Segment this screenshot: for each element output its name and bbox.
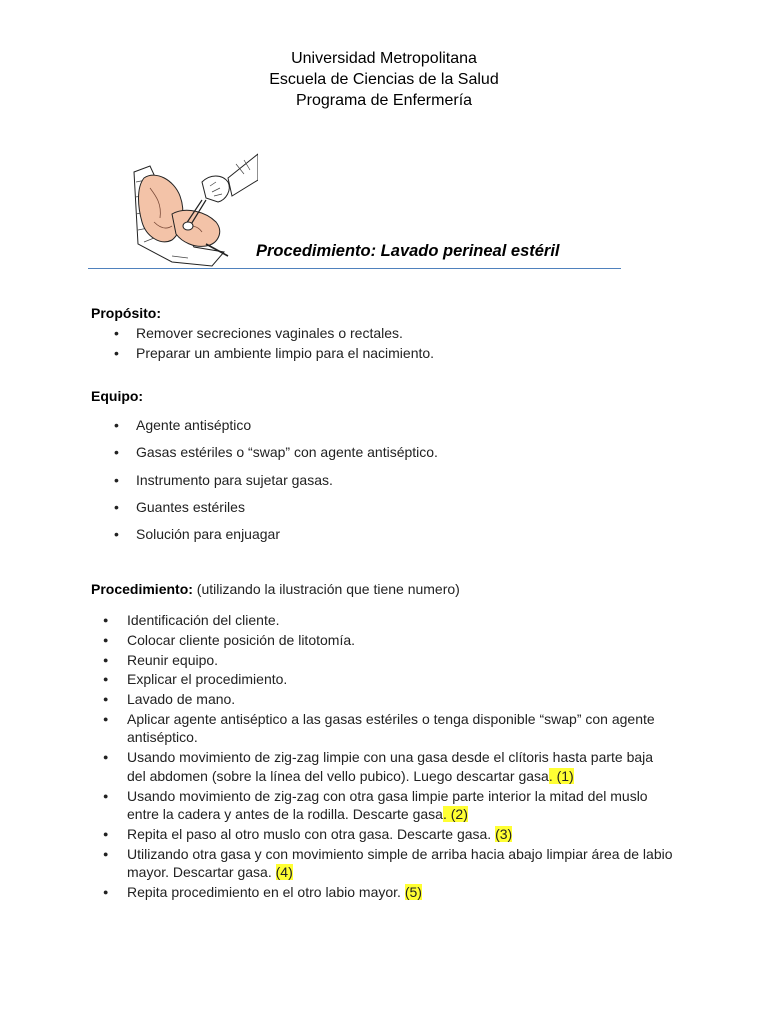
step-text: Colocar cliente posición de litotomía. xyxy=(127,631,356,648)
procedure-steps xyxy=(103,611,673,903)
list-item: • Solución para enjuagar xyxy=(91,524,651,544)
illustration-ref-highlight: (5) xyxy=(404,883,422,900)
purpose-list xyxy=(91,323,651,363)
illustration-ref-highlight: (4) xyxy=(275,864,293,881)
title-divider xyxy=(88,268,621,269)
illustration-ref-highlight: . (1) xyxy=(548,767,574,784)
purpose-heading: Propósito: xyxy=(91,305,161,321)
program-name: Programa de Enfermería xyxy=(295,92,473,109)
step-item xyxy=(103,825,673,844)
step-item xyxy=(103,631,673,650)
equipment-heading: Equipo: xyxy=(91,388,144,404)
step-item xyxy=(103,690,673,709)
step-text: Aplicar agente antiséptico a las gasas estériles o tenga disponible “swap” con agente antiséptico. xyxy=(127,710,655,746)
equipment-list xyxy=(91,415,651,551)
procedure-heading-label: Procedimiento: xyxy=(91,581,193,597)
procedure-heading xyxy=(91,581,460,597)
list-item: • Remover secreciones vaginales o rectales. xyxy=(91,323,651,343)
step-text: Repita procedimiento en el otro labio mayor. xyxy=(127,883,405,900)
step-item xyxy=(103,845,673,882)
illustration-ref-highlight: (3) xyxy=(495,825,513,842)
step-text: Utilizando otra gasa y con movimiento simple de arriba hacia abajo limpiar área de labio mayor. Descartar gasa. xyxy=(127,845,673,881)
list-item: • Gasas estériles o “swap” con agente antiséptico. xyxy=(91,442,651,462)
step-text: Reunir equipo. xyxy=(127,651,219,668)
step-item xyxy=(103,651,673,670)
procedure-heading-note: (utilizando la ilustración que tiene numero) xyxy=(192,581,460,597)
step-item xyxy=(103,611,673,630)
step-text: Repita el paso al otro muslo con otra gasa. Descarte gasa. xyxy=(127,825,496,842)
step-text: Explicar el procedimiento. xyxy=(127,671,288,688)
step-text: Usando movimiento de zig-zag limpie con una gasa desde el clítoris hasta parte baja del abdomen (sobre la línea del vello pubico). Luego descartar gasa xyxy=(127,749,654,784)
illustration-ref-highlight: . (2) xyxy=(442,806,468,823)
list-item: • Preparar un ambiente limpio para el nacimiento. xyxy=(91,343,651,363)
document-header xyxy=(0,48,768,111)
step-item xyxy=(103,710,673,747)
step-item xyxy=(103,883,673,902)
step-item xyxy=(103,748,673,785)
perineal-wash-illustration xyxy=(132,152,258,268)
procedure-title: Procedimiento: Lavado perineal estéril xyxy=(256,242,560,260)
step-item xyxy=(103,787,673,824)
step-text: Usando movimiento de zig-zag con otra gasa limpie parte interior la mitad del muslo entre la cadera y antes de la rodilla. Descarte gasa xyxy=(127,787,648,823)
list-item: • Instrumento para sujetar gasas. xyxy=(91,470,651,490)
university-name: Universidad Metropolitana xyxy=(291,50,477,67)
list-item: • Agente antiséptico xyxy=(91,415,651,435)
step-text: Identificación del cliente. xyxy=(127,612,280,628)
step-item xyxy=(103,670,673,689)
school-name: Escuela de Ciencias de la Salud xyxy=(269,71,499,88)
list-item: • Guantes estériles xyxy=(91,497,651,517)
step-text: Lavado de mano. xyxy=(127,691,236,708)
